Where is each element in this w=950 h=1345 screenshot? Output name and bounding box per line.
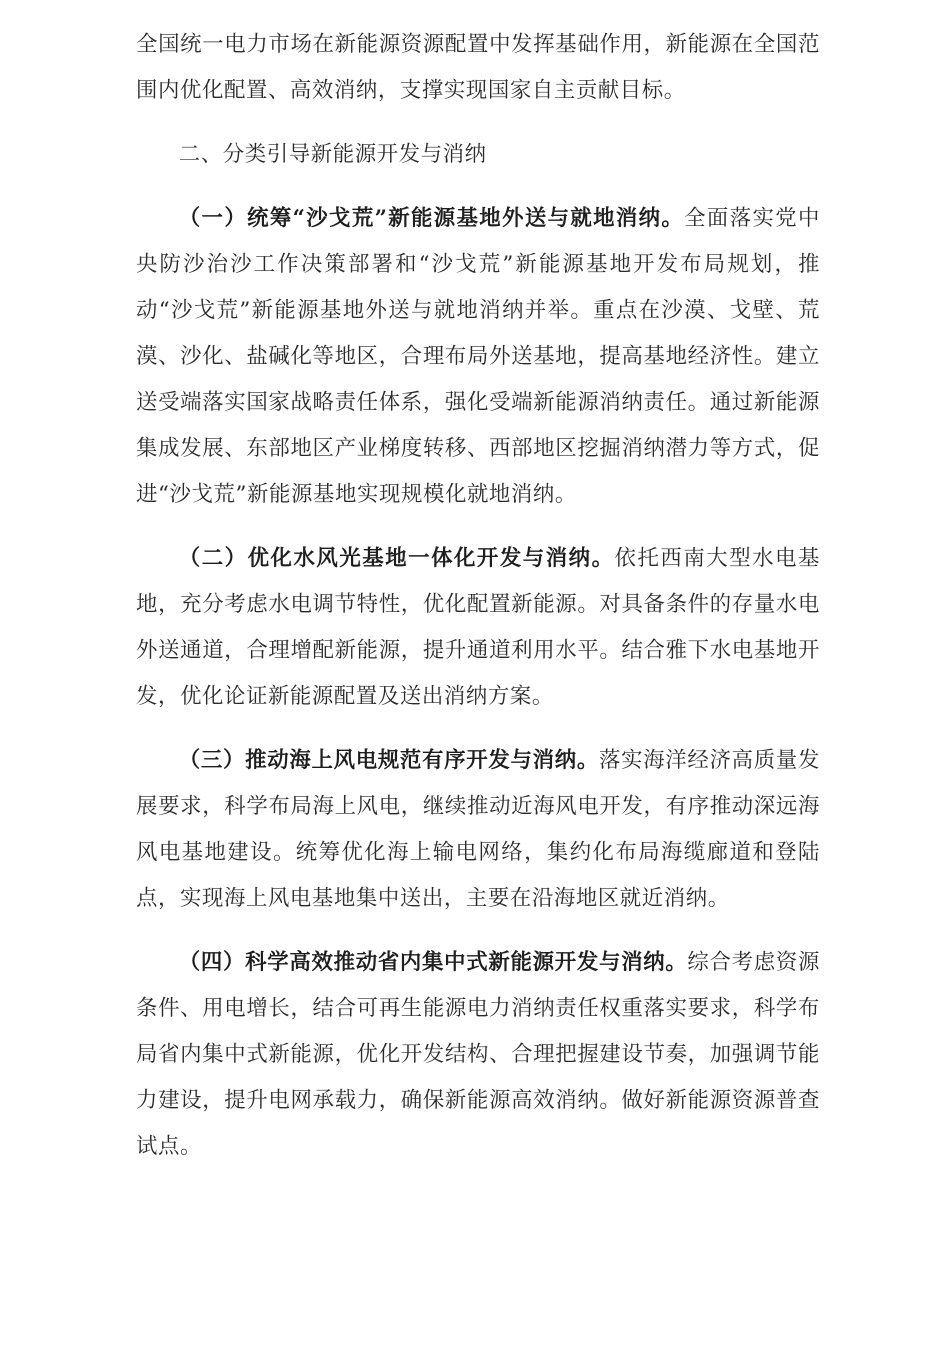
- section-heading-text: 二、分类引导新能源开发与消纳: [178, 142, 487, 167]
- paragraph-item-1: [136, 196, 820, 518]
- document-page: [136, 22, 820, 1170]
- paragraph-lead-heading: （二）优化水风光基地一体化开发与消纳。: [178, 546, 615, 571]
- paragraph-lead-heading: （一）统筹“沙戈荒”新能源基地外送与就地消纳。: [178, 206, 685, 231]
- paragraph-text: 依托西南大型水电基地，充分考虑水电调节特性，优化配置新能源。对具备条件的存量水电外送通道，合理增配新能源，提升通道利用水平。结合雅下水电基地开发，优化论证新能源配置及送出消纳方案。: [136, 546, 820, 709]
- paragraph-text: 全面落实党中央防沙治沙工作决策部署和“沙戈荒”新能源基地开发布局规划，推动“沙戈荒”新能源基地外送与就地消纳并举。重点在沙漠、戈壁、荒漠、沙化、盐碱化等地区，合理布局外送基地，提高基地经济性。建立送受端落实国家战略责任体系，强化受端新能源消纳责任。通过新能源集成发展、东部地区产业梯度转移、西部地区挖掘消纳潜力等方式，促进“沙戈荒”新能源基地实现规模化就地消纳。: [136, 206, 820, 507]
- paragraph-text: 落实海洋经济高质量发展要求，科学布局海上风电，继续推动近海风电开发，有序推动深远海风电基地建设。统筹优化海上输电网络，集约化布局海缆廊道和登陆点，实现海上风电基地集中送出，主要在沿海地区就近消纳。: [136, 748, 820, 911]
- paragraph-text: 全国统一电力市场在新能源资源配置中发挥基础作用，新能源在全国范围内优化配置、高效消纳，支撑实现国家自主贡献目标。: [136, 32, 820, 103]
- paragraph-intro-continuation: [136, 22, 820, 114]
- paragraph-item-4: [136, 940, 820, 1170]
- paragraph-lead-heading: （四）科学高效推动省内集中式新能源开发与消纳。: [178, 950, 688, 975]
- paragraph-lead-heading: （三）推动海上风电规范有序开发与消纳。: [178, 748, 599, 773]
- paragraph-item-2: [136, 536, 820, 720]
- section-heading: [136, 132, 820, 178]
- paragraph-item-3: [136, 738, 820, 922]
- paragraph-text: 综合考虑资源条件、用电增长，结合可再生能源电力消纳责任权重落实要求，科学布局省内集中式新能源，优化开发结构、合理把握建设节奏，加强调节能力建设，提升电网承载力，确保新能源高效消纳。做好新能源资源普查试点。: [136, 950, 820, 1159]
